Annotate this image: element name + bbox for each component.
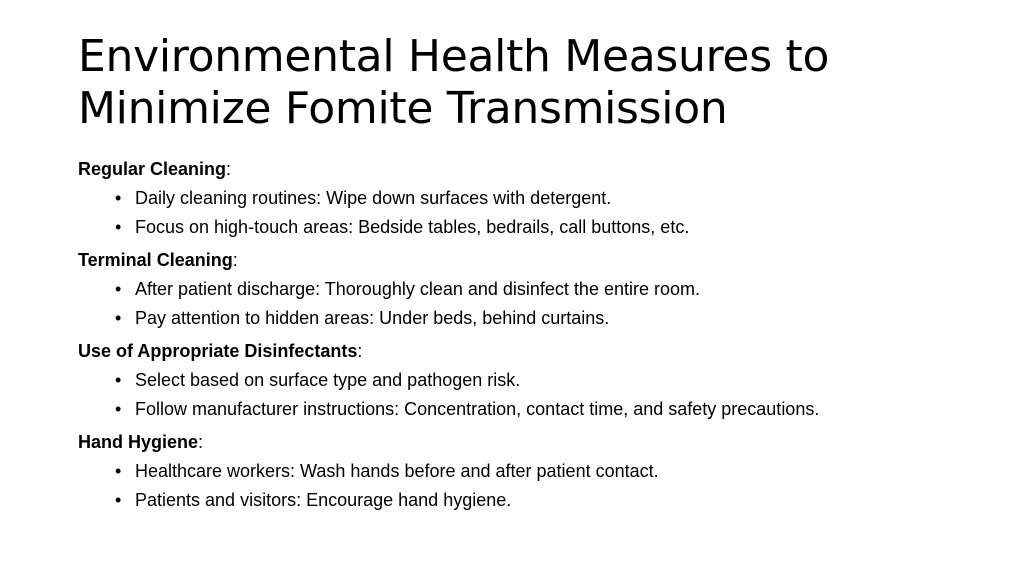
section-heading-text: Regular Cleaning [78,159,227,179]
bullet-list [78,457,978,515]
bullet-list [78,184,978,242]
bullet-item: • Healthcare workers: Wash hands before and after patient contact. [78,457,978,486]
title-line-2: Minimize Fomite Transmission [78,83,728,134]
section-heading [78,246,978,275]
bullet-list [78,275,978,333]
section-heading-colon: : [357,341,363,361]
section-hand-hygiene [78,428,978,515]
bullet-item: • Focus on high-touch areas: Bedside tables, bedrails, call buttons, etc. [78,213,978,242]
bullet-item: • Patients and visitors: Encourage hand hygiene. [78,486,978,515]
bullet-item: • Pay attention to hidden areas: Under beds, behind curtains. [78,304,978,333]
title-line-1: Environmental Health Measures to [78,31,830,82]
section-heading-colon: : [232,250,238,270]
section-terminal-cleaning [78,246,978,333]
bullet-item: • After patient discharge: Thoroughly clean and disinfect the entire room. [78,275,978,304]
section-regular-cleaning [78,155,978,242]
section-heading [78,155,978,184]
section-heading-colon: : [226,159,232,179]
section-heading-text: Use of Appropriate Disinfectants [78,341,358,361]
section-disinfectants [78,337,978,424]
bullet-item: • Select based on surface type and pathogen risk. [78,366,978,395]
section-heading [78,337,978,366]
bullet-item: • Daily cleaning routines: Wipe down surfaces with detergent. [78,184,978,213]
bullet-list [78,366,978,424]
slide-body [78,155,978,519]
section-heading [78,428,978,457]
bullet-item: • Follow manufacturer instructions: Concentration, contact time, and safety precautions. [78,395,978,424]
section-heading-colon: : [198,432,204,452]
section-heading-text: Terminal Cleaning [78,250,233,270]
section-heading-text: Hand Hygiene [78,432,199,452]
slide-title [78,31,978,135]
